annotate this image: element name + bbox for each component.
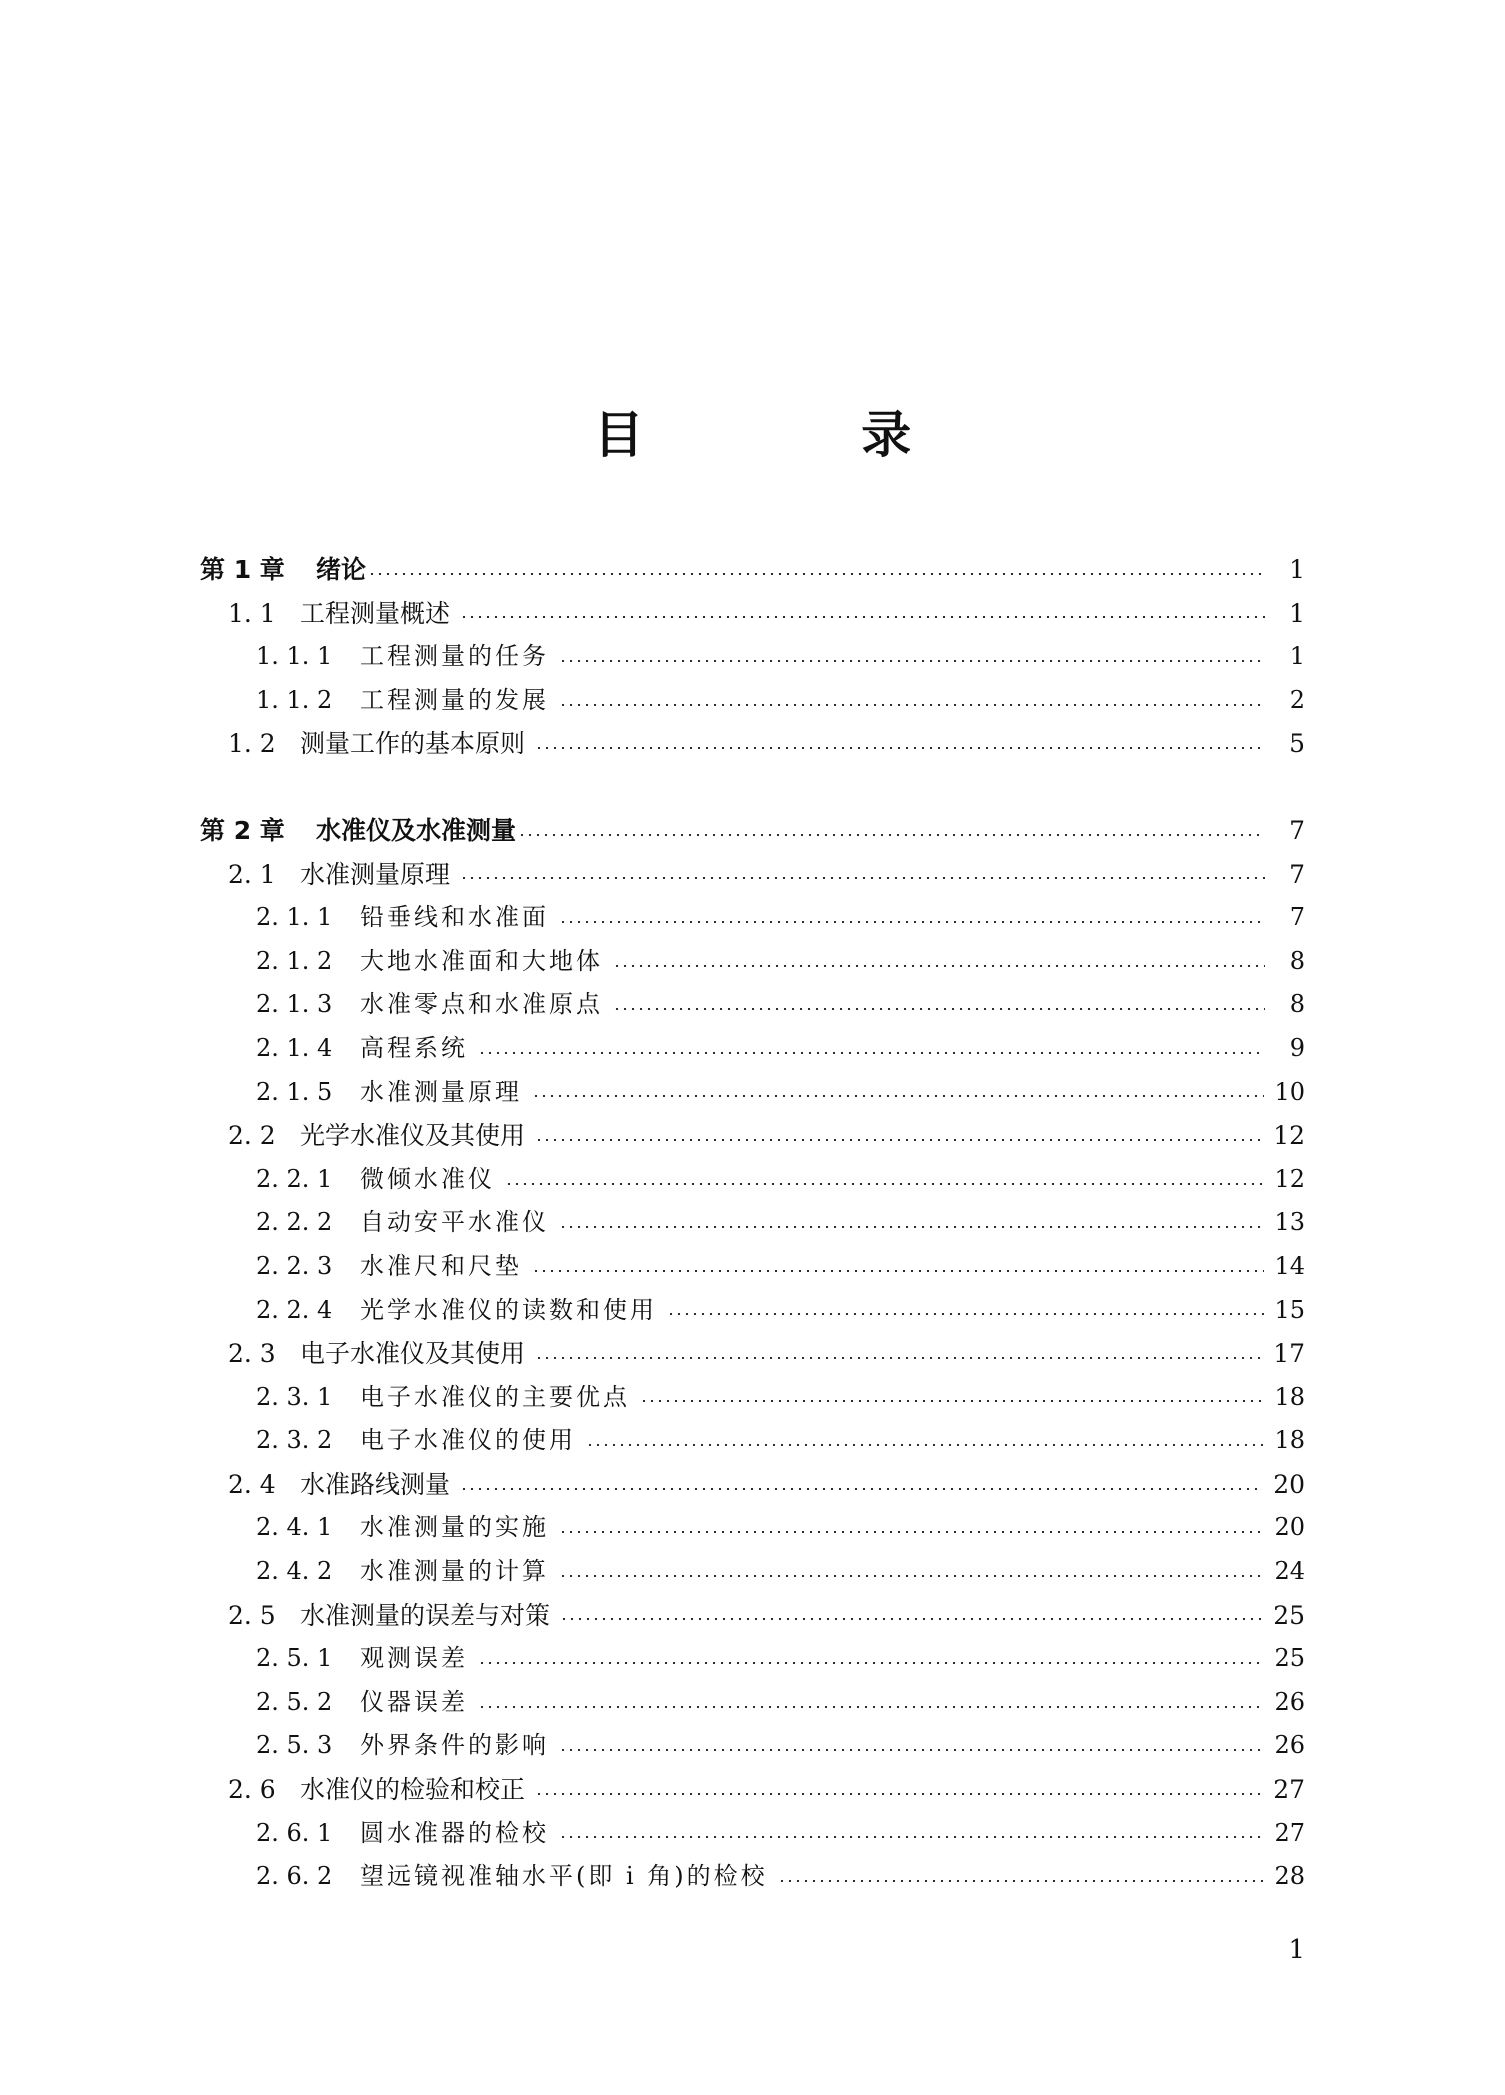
toc-entry-title: 观测误差 [360,1644,468,1673]
toc-entry-title: 大地水准面和大地体 [360,946,603,975]
toc-entry-section[interactable] [200,722,1305,766]
toc-entry-page: 12 [1274,1164,1305,1193]
toc-entry-sub[interactable] [200,1376,1305,1420]
toc-entry-sub[interactable] [200,1637,1305,1681]
toc-entry-number: 2. 3. 1 [256,1382,333,1411]
toc-entry-number: 2. 4. 2 [256,1557,333,1586]
toc-entry-sub[interactable] [200,1289,1305,1333]
toc-entry-page: 18 [1274,1382,1305,1411]
toc-entry-sub[interactable] [200,896,1305,940]
toc-entry-title: 高程系统 [360,1033,468,1062]
toc-entry-number: 2. 3 [228,1339,276,1369]
toc-entry-page: 28 [1274,1862,1305,1891]
toc-dot-leader [559,1531,1264,1533]
toc-dot-leader [613,1008,1265,1010]
toc-entry-page: 26 [1274,1687,1305,1716]
toc-entry-number: 1. 1. 1 [256,642,333,671]
toc-entry-number: 2. 6 [228,1775,276,1805]
toc-entry-page: 1 [1289,555,1305,584]
toc-entry-page: 10 [1274,1077,1305,1106]
toc-entry-page: 8 [1289,990,1305,1019]
toc-entry-page: 27 [1274,1818,1305,1847]
toc-entry-number: 2. 2. 1 [256,1164,333,1193]
page-number: 1 [1288,1935,1305,1965]
toc-entry-number: 2. 3. 2 [256,1426,333,1455]
toc-entry-title: 光学水准仪的读数和使用 [360,1295,657,1324]
toc-dot-leader [559,704,1265,706]
toc-dot-leader [460,1488,1263,1490]
toc-entry-title: 水准测量原理 [300,859,451,889]
toc-entry-number: 2. 5. 2 [256,1687,333,1716]
toc-entry-title: 圆水准器的检校 [360,1818,549,1847]
toc-entry-title: 水准测量的误差与对策 [300,1600,551,1630]
toc-entry-sub[interactable] [200,1681,1305,1725]
toc-entry-number: 2. 1. 1 [256,903,333,932]
toc-entry-page: 14 [1274,1251,1305,1280]
toc-entry-page: 24 [1274,1557,1305,1586]
toc-dot-leader [532,1270,1264,1272]
toc-entry-number: 第 1 章 [200,555,285,584]
toc-entry-number: 2. 4 [228,1469,276,1499]
toc-chapter-2-group [200,809,1305,1899]
toc-entry-title: 水准仪的检验和校正 [300,1775,526,1805]
toc-entry-chapter[interactable] [200,548,1305,592]
toc-entry-number: 2. 2. 4 [256,1295,333,1324]
toc-dot-leader [559,1836,1264,1838]
toc-entry-title: 望远镜视准轴水平(即 i 角)的检校 [360,1862,768,1891]
toc-entry-page: 7 [1289,903,1305,932]
toc-entry-number: 2. 6. 2 [256,1862,333,1891]
toc-entry-number: 2. 1 [228,859,276,889]
toc-entry-title: 光学水准仪及其使用 [300,1121,526,1151]
toc-dot-leader [667,1313,1264,1315]
toc-dot-leader [478,1662,1264,1664]
toc-entry-sub[interactable] [200,679,1305,723]
toc-entry-page: 5 [1289,729,1305,759]
toc-entry-page: 13 [1274,1208,1305,1237]
toc-entry-page: 7 [1289,815,1305,845]
toc-entry-number: 2. 1. 3 [256,990,333,1019]
toc-dot-leader [478,1706,1264,1708]
toc-entry-title: 水准测量的实施 [360,1513,549,1542]
toc-entry-title: 电子水准仪及其使用 [300,1339,526,1369]
toc-entry-sub[interactable] [200,1724,1305,1768]
toc-dot-leader [518,834,1265,836]
toc-dot-leader [505,1183,1264,1185]
toc-entry-page: 25 [1273,1600,1305,1630]
toc-entry-section[interactable] [200,1332,1305,1376]
toc-dot-leader [559,1226,1264,1228]
toc-entry-sub[interactable] [200,940,1305,984]
toc-entry-title: 工程测量的任务 [360,642,549,671]
page-title: 目 录 [593,405,1012,464]
toc-entry-title: 自动安平水准仪 [360,1208,549,1237]
toc-dot-leader [586,1444,1264,1446]
toc-entry-title: 水准零点和水准原点 [360,990,603,1019]
toc-entry-section[interactable] [200,1463,1305,1507]
toc-entry-page: 20 [1274,1513,1305,1542]
toc-entry-number: 2. 1. 2 [256,946,333,975]
toc-entry-number: 1. 1. 2 [256,685,333,714]
toc-entry-number: 2. 2. 3 [256,1251,333,1280]
toc-dot-leader [460,616,1265,618]
toc-entry-number: 1. 1 [228,598,276,628]
toc-entry-sub[interactable] [200,1027,1305,1071]
toc-entry-chapter[interactable] [200,809,1305,853]
toc-dot-leader [559,921,1265,923]
toc-dot-leader [640,1400,1264,1402]
toc-entry-section[interactable] [200,1768,1305,1812]
toc-entry-section[interactable] [200,1594,1305,1638]
toc-entry-page: 8 [1289,946,1305,975]
toc-entry-title: 水准路线测量 [300,1469,451,1499]
toc-entry-page: 18 [1274,1426,1305,1455]
toc-entry-number: 2. 5. 1 [256,1644,333,1673]
toc-entry-title: 水准测量的计算 [360,1557,549,1586]
toc-entry-section[interactable] [200,853,1305,897]
toc-entry-title: 外界条件的影响 [360,1731,549,1760]
toc-dot-leader [613,965,1265,967]
toc-gap [200,766,1305,809]
toc-entry-title: 工程测量概述 [300,598,451,628]
toc-entry-page: 27 [1273,1775,1305,1805]
toc-entry-page: 7 [1289,859,1305,889]
toc-entry-title: 电子水准仪的使用 [360,1426,576,1455]
toc-entry-page: 1 [1289,642,1305,671]
toc-entry-page: 15 [1274,1295,1305,1324]
toc-dot-leader [368,573,1265,575]
toc-entry-page: 20 [1273,1469,1305,1499]
toc-entry-sub[interactable] [200,1419,1305,1463]
toc-entry-number: 1. 2 [228,729,276,759]
toc-dot-leader [535,747,1265,749]
toc-entry-title: 微倾水准仪 [360,1164,495,1193]
toc-dot-leader [535,1357,1263,1359]
toc-entry-page: 1 [1289,598,1305,628]
toc-entry-title: 仪器误差 [360,1687,468,1716]
toc-entry-sub[interactable] [200,635,1305,679]
toc-entry-number: 2. 6. 1 [256,1818,333,1847]
toc-entry-section[interactable] [200,1114,1305,1158]
toc-entry-title: 工程测量的发展 [360,685,549,714]
toc-chapter-1-group [200,548,1305,766]
toc-entry-number: 2. 1. 4 [256,1033,333,1062]
toc-entry-page: 2 [1289,685,1305,714]
toc-entry-sub[interactable] [200,1506,1305,1550]
toc-entry-page: 12 [1273,1121,1305,1151]
toc-dot-leader [560,1618,1263,1620]
toc-entry-title: 电子水准仪的主要优点 [360,1382,630,1411]
toc-dot-leader [559,1575,1264,1577]
toc-entry-sub[interactable] [200,1071,1305,1115]
toc-dot-leader [559,660,1265,662]
toc-dot-leader [559,1749,1264,1751]
toc-dot-leader [778,1880,1265,1882]
toc-entry-section[interactable] [200,592,1305,636]
toc-dot-leader [535,1139,1263,1141]
toc-entry-sub[interactable] [200,1812,1305,1856]
toc-entry-sub[interactable] [200,1245,1305,1289]
toc-entry-number: 2. 5. 3 [256,1731,333,1760]
toc-entry-page: 25 [1274,1644,1305,1673]
toc-dot-leader [478,1052,1265,1054]
toc-entry-number: 2. 2. 2 [256,1208,333,1237]
toc-entry-title: 水准尺和尺垫 [360,1251,522,1280]
toc-dot-leader [535,1793,1263,1795]
toc-entry-title: 绪论 [316,555,367,584]
toc-entry-number: 2. 5 [228,1600,276,1630]
toc-entry-title: 水准测量原理 [360,1077,522,1106]
toc-entry-number: 第 2 章 [200,815,285,845]
toc-dot-leader [460,877,1265,879]
toc-entry-page: 9 [1289,1033,1305,1062]
toc-entry-page: 26 [1274,1731,1305,1760]
toc-entry-sub[interactable] [200,1855,1305,1899]
toc-entry-sub[interactable] [200,1158,1305,1202]
toc-entry-number: 2. 2 [228,1121,276,1151]
toc-entry-page: 17 [1273,1339,1305,1369]
toc-entry-sub[interactable] [200,1550,1305,1594]
toc-entry-sub[interactable] [200,983,1305,1027]
table-of-contents [200,548,1305,1899]
toc-entry-title: 水准仪及水准测量 [316,815,517,845]
toc-entry-number: 2. 1. 5 [256,1077,333,1106]
toc-entry-number: 2. 4. 1 [256,1513,333,1542]
toc-entry-title: 铅垂线和水准面 [360,903,549,932]
toc-dot-leader [532,1095,1264,1097]
toc-entry-title: 测量工作的基本原则 [300,729,526,759]
toc-entry-sub[interactable] [200,1201,1305,1245]
